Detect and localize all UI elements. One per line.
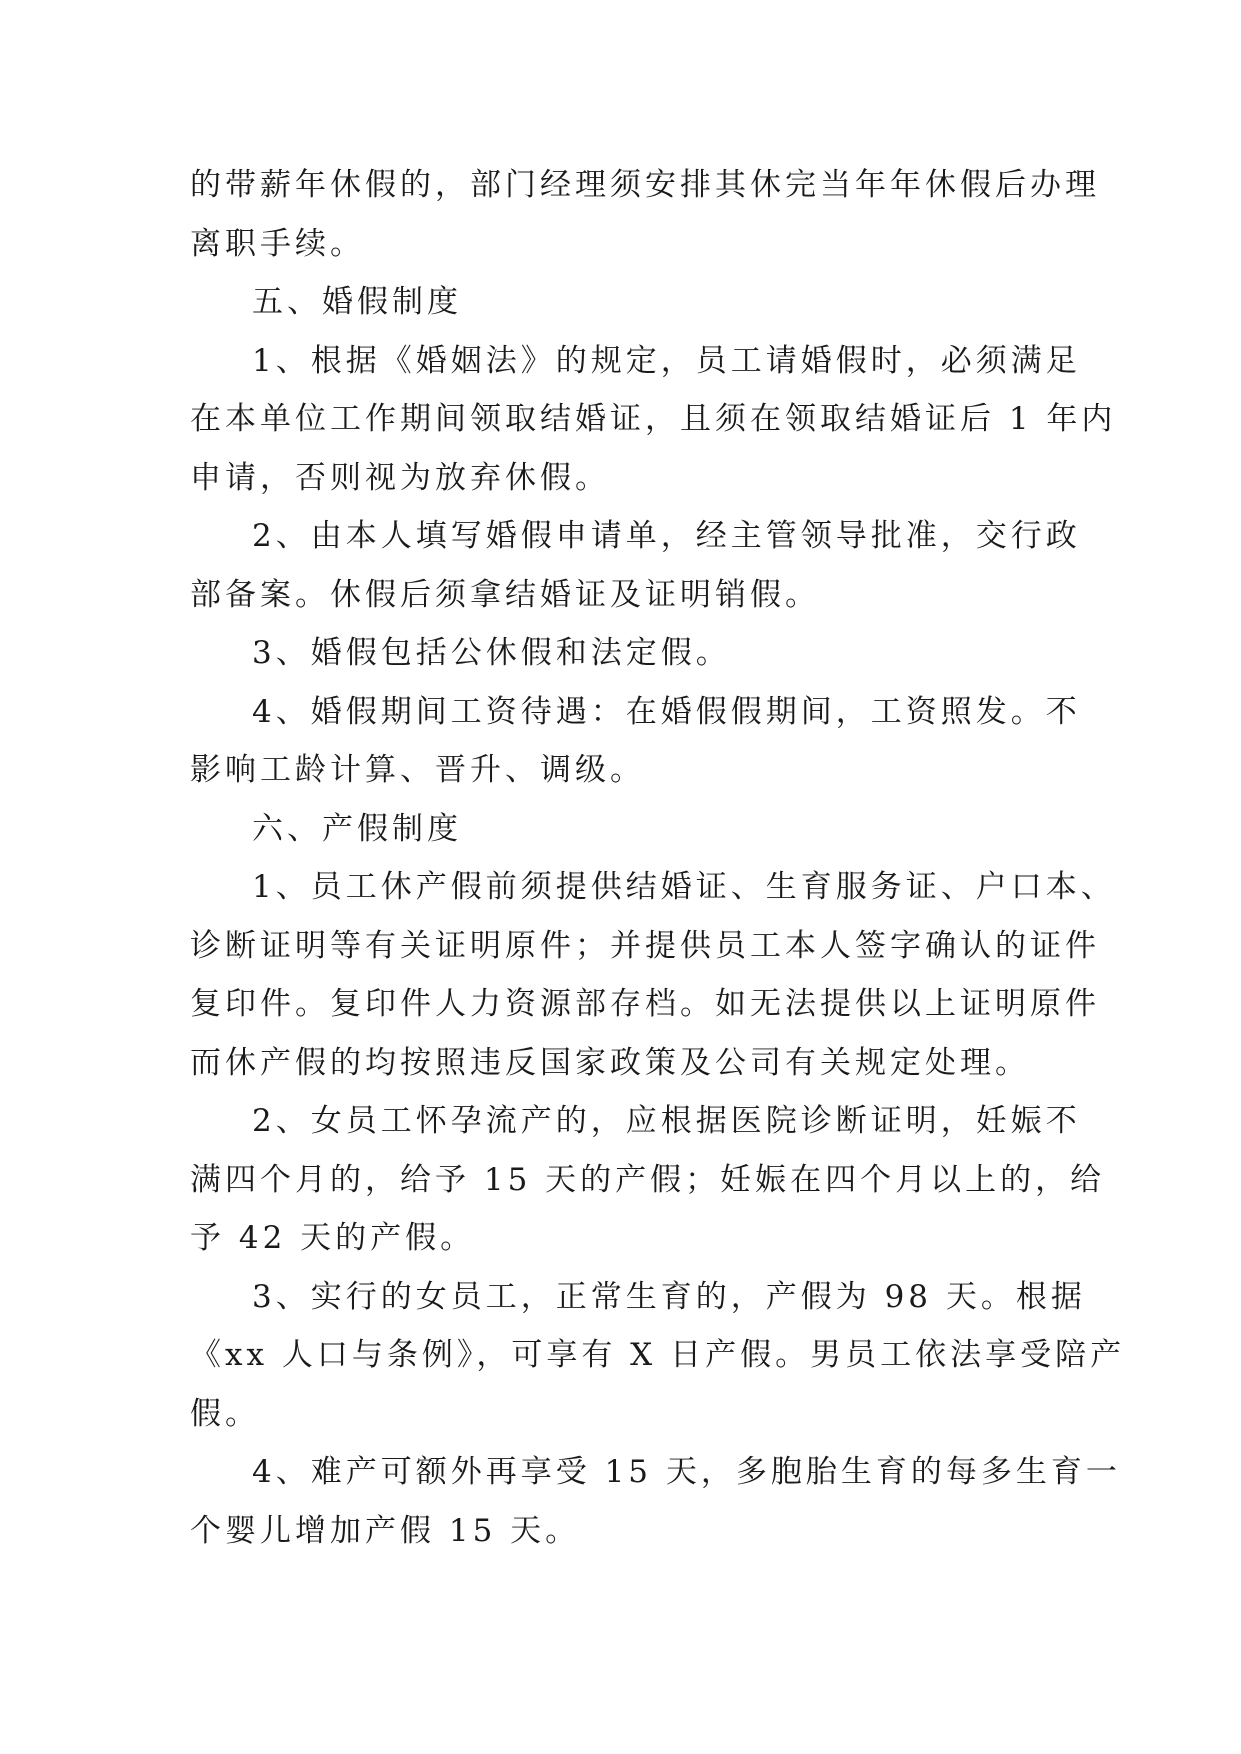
text-line: 部备案。休假后须拿结婚证及证明销假。 [190, 576, 820, 613]
text-line: 离职手续。 [190, 225, 365, 262]
text-line: 1、根据《婚姻法》的规定，员工请婚假时，必须满足 [252, 342, 1081, 379]
text-line: 而休产假的均按照违反国家政策及公司有关规定处理。 [190, 1044, 1030, 1081]
text-line: 4、难产可额外再享受 15 天，多胞胎生育的每多生育一 [252, 1454, 1121, 1490]
text-line: 2、由本人填写婚假申请单，经主管领导批准，交行政 [252, 518, 1081, 554]
text-line: 1、员工休产假前须提供结婚证、生育服务证、户口本、 [252, 869, 1116, 905]
text-line: 诊断证明等有关证明原件；并提供员工本人签字确认的证件 [190, 927, 1100, 964]
text-line: 3、婚假包括公休假和法定假。 [252, 635, 731, 671]
text-line: 复印件。复印件人力资源部存档。如无法提供以上证明原件 [190, 986, 1100, 1022]
text-line: 2、女员工怀孕流产的，应根据医院诊断证明，妊娠不 [252, 1103, 1081, 1139]
section-heading-maternity-leave: 六、产假制度 [252, 810, 462, 847]
text-line: 4、婚假期间工资待遇：在婚假假期间，工资照发。不 [252, 693, 1081, 730]
text-line: 申请，否则视为放弃休假。 [190, 459, 610, 496]
text-line: 予 42 天的产假。 [190, 1220, 476, 1256]
text-line: 满四个月的，给予 15 天的产假；妊娠在四个月以上的，给 [190, 1161, 1106, 1198]
text-line: 3、实行的女员工，正常生育的，产假为 98 天。根据 [252, 1278, 1086, 1315]
text-line: 在本单位工作期间领取结婚证，且须在领取结婚证后 1 年内 [190, 401, 1117, 437]
text-line: 《xx 人口与条例》，可享有 X 日产假。男员工依法享受陪产 [190, 1337, 1126, 1373]
text-line: 的带薪年休假的，部门经理须安排其休完当年年休假后办理 [190, 167, 1100, 203]
text-line: 个婴儿增加产假 15 天。 [190, 1512, 581, 1549]
section-heading-marriage-leave: 五、婚假制度 [252, 284, 462, 320]
text-line: 假。 [190, 1395, 260, 1432]
document-body [190, 156, 1126, 1560]
text-line: 影响工龄计算、晋升、调级。 [190, 752, 645, 788]
